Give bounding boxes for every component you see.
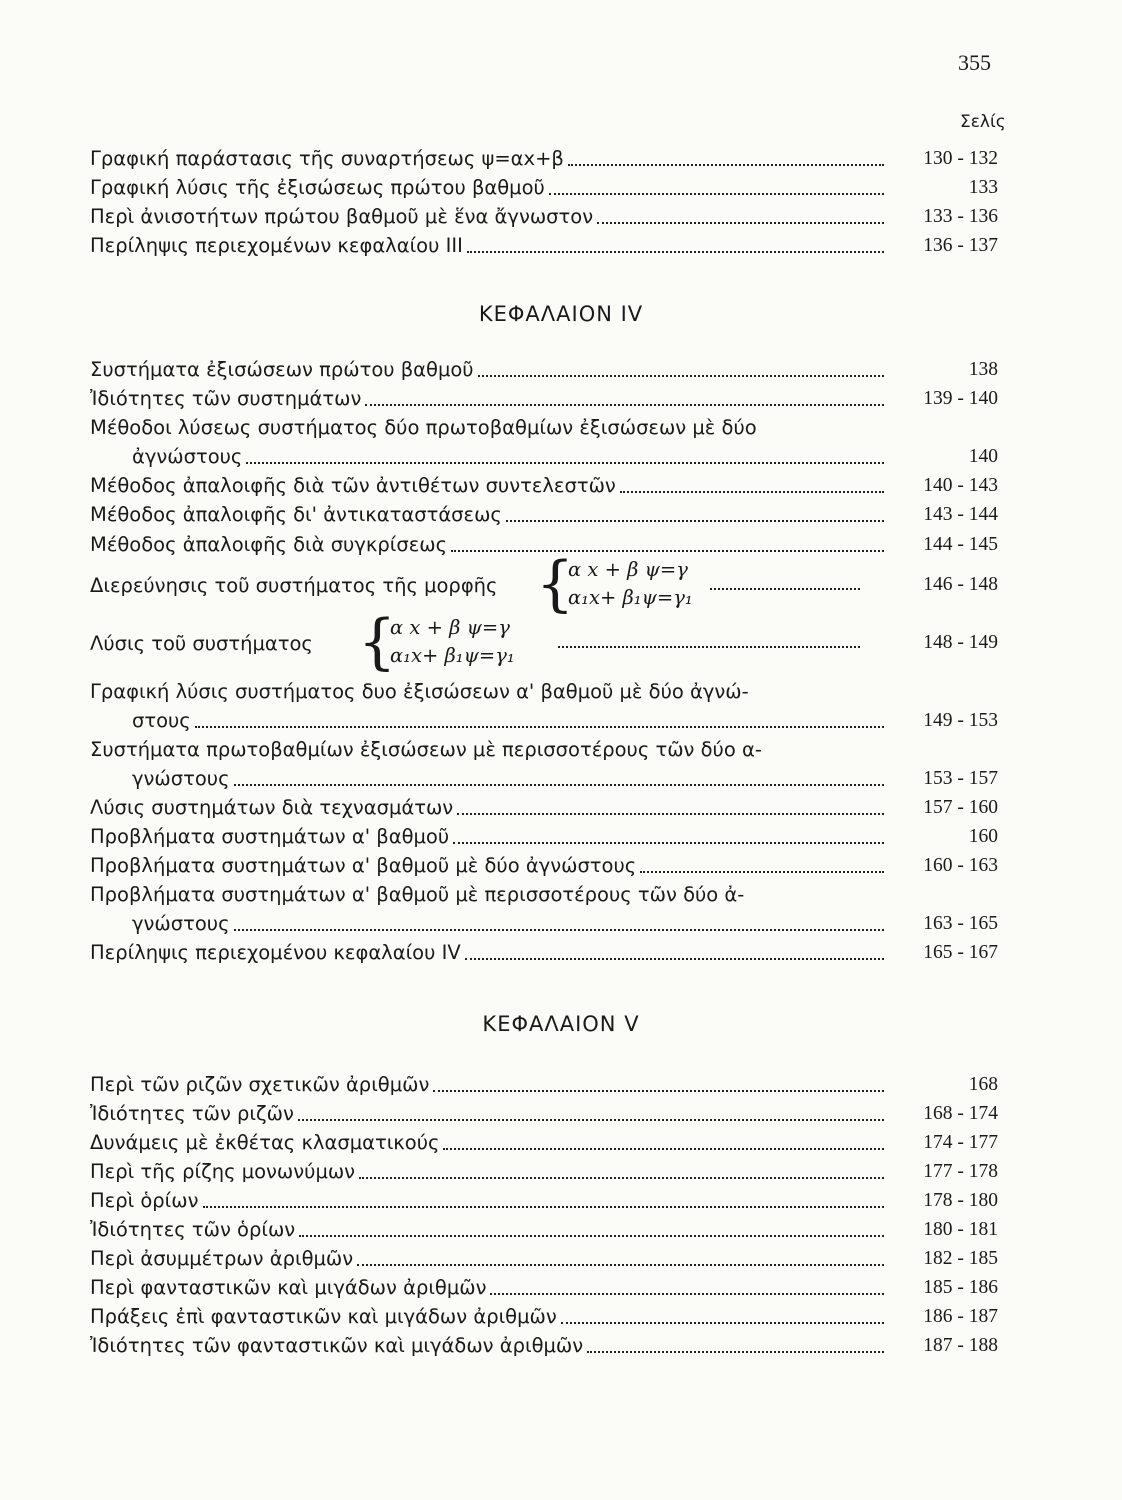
chapter-heading: ΚΕΦΑΛΑΙΟΝ V	[482, 1012, 640, 1036]
toc-entry-pages: 177 - 178	[923, 1161, 998, 1182]
dot-leader	[433, 1090, 884, 1092]
chapter-heading: ΚΕΦΑΛΑΙΟΝ IV	[478, 302, 644, 326]
dot-leader	[457, 813, 884, 815]
toc-entry-pages: 138	[968, 359, 998, 380]
toc-entry-title: Περὶ φανταστικῶν καὶ μιγάδων ἀριθμῶν	[90, 1276, 487, 1299]
toc-entry	[90, 1300, 998, 1329]
toc-entry	[132, 440, 998, 469]
toc-entry-title: Προβλήματα συστημάτων α' βαθμοῦ	[90, 825, 450, 848]
toc-entry	[90, 469, 998, 498]
dot-leader	[234, 784, 884, 786]
toc-entry-title: Μέθοδος ἀπαλοιφῆς διὰ τῶν ἀντιθέτων συντελεστῶν	[90, 474, 616, 497]
toc-entry-title: Ἰδιότητες τῶν συστημάτων	[90, 387, 362, 410]
toc-entry	[132, 704, 998, 733]
brace-symbol: {	[358, 607, 397, 677]
toc-entry-title: Λύσις συστημάτων διὰ τεχνασμάτων	[90, 796, 454, 819]
dot-leader	[568, 164, 884, 166]
page-number: 355	[958, 50, 991, 75]
toc-entry-system	[90, 607, 998, 677]
toc-entry-pages: 180 - 181	[923, 1219, 998, 1240]
toc-entry-title: γνώστους	[132, 912, 230, 935]
dot-leader	[640, 871, 884, 873]
toc-entry-pages: 153 - 157	[923, 768, 998, 789]
toc-entry-title: Διερεύνησις τοῦ συστήματος τῆς μορφῆς	[90, 574, 498, 597]
equation-line: α x + β ψ=γ	[568, 558, 688, 581]
pages-column-label: Σελίς	[960, 112, 1006, 132]
dot-leader	[467, 251, 884, 253]
toc-entry-pages: 144 - 145	[923, 534, 998, 555]
toc-entry	[90, 353, 998, 382]
dot-leader	[549, 193, 884, 195]
toc-entry	[90, 1068, 998, 1097]
toc-entry-pages: 146 - 148	[923, 574, 998, 595]
toc-entry-pages: 136 - 137	[923, 235, 998, 256]
dot-leader	[561, 1322, 884, 1324]
toc-entry	[90, 1271, 998, 1300]
dot-leader	[465, 958, 884, 960]
toc-entry-pages: 149 - 153	[923, 710, 998, 731]
dot-leader	[298, 1119, 884, 1121]
toc-entry	[90, 200, 998, 229]
toc-entry-title: ἀγνώστους	[132, 445, 243, 468]
toc-entry-title: Περὶ ὁρίων	[90, 1189, 199, 1212]
toc-entry	[90, 820, 998, 849]
toc-entry-title: Περὶ ἀσυμμέτρων ἀριθμῶν	[90, 1247, 354, 1270]
dot-leader	[478, 375, 884, 377]
dot-leader	[587, 1351, 884, 1353]
toc-entry-pages: 157 - 160	[923, 797, 998, 818]
brace-symbol: {	[536, 549, 575, 619]
equation-line: α x + β ψ=γ	[390, 616, 510, 639]
toc-entry	[90, 411, 998, 440]
toc-entry-title: Συστήματα πρωτοβαθμίων ἐξισώσεων μὲ περισσοτέρους τῶν δύο α-	[90, 738, 762, 761]
toc-entry-system	[90, 549, 998, 619]
toc-entry	[90, 936, 998, 965]
toc-entry-title: Περίληψις περιεχομένου κεφαλαίου IV	[90, 941, 461, 964]
toc-entry-title: Πράξεις ἐπὶ φανταστικῶν καὶ μιγάδων ἀριθμῶν	[90, 1305, 557, 1328]
dot-leader	[365, 404, 884, 406]
toc-entry	[90, 791, 998, 820]
toc-entry-pages: 178 - 180	[923, 1190, 998, 1211]
toc-entry-title: Περὶ ἀνισοτήτων πρώτου βαθμοῦ μὲ ἕνα ἄγνωστον	[90, 205, 594, 228]
toc-entry-pages: 165 - 167	[923, 942, 998, 963]
toc-entry	[90, 382, 998, 411]
toc-entry-title: Ἰδιότητες τῶν ὁρίων	[90, 1218, 296, 1241]
toc-entry-pages: 133	[968, 177, 998, 198]
toc-entry-title: Συστήματα ἐξισώσεων πρώτου βαθμοῦ	[90, 358, 474, 381]
dot-leader	[357, 1264, 884, 1266]
dot-leader	[451, 550, 884, 552]
toc-entry	[90, 1097, 998, 1126]
toc-entry	[132, 907, 998, 936]
toc-entry	[90, 498, 998, 527]
dot-leader	[453, 842, 884, 844]
toc-entry	[90, 1329, 998, 1358]
dot-leader	[620, 491, 884, 493]
toc-entry-title: Περὶ τῶν ριζῶν σχετικῶν ἀριθμῶν	[90, 1073, 430, 1096]
toc-entry-pages: 148 - 149	[923, 632, 998, 653]
equation-line: α₁x+ β₁ψ=γ₁	[568, 586, 693, 609]
toc-entry-title: Γραφική λύσις τῆς ἐξισώσεως πρώτου βαθμοῦ	[90, 176, 545, 199]
toc-entry-pages: 168	[968, 1074, 998, 1095]
toc-entry-pages: 140	[968, 446, 998, 467]
toc-entry-title: Μέθοδος ἀπαλοιφῆς δι' ἀντικαταστάσεως	[90, 503, 502, 526]
dot-leader	[359, 1177, 884, 1179]
toc-entry-pages: 130 - 132	[923, 148, 998, 169]
toc-entry-pages: 133 - 136	[923, 206, 998, 227]
toc-entry	[90, 849, 998, 878]
toc-entry	[90, 878, 998, 907]
toc-entry	[90, 1155, 998, 1184]
toc-entry-title: Περίληψις περιεχομένων κεφαλαίου III	[90, 234, 463, 257]
toc-entry-pages: 187 - 188	[923, 1335, 998, 1356]
dot-leader	[234, 929, 884, 931]
toc-entry-pages: 168 - 174	[923, 1103, 998, 1124]
toc-entry-title: στους	[132, 709, 191, 732]
toc-entry	[90, 142, 998, 171]
toc-entry-title: Δυνάμεις μὲ ἐκθέτας κλασματικούς	[90, 1131, 440, 1154]
toc-entry	[90, 733, 998, 762]
dot-leader	[443, 1148, 884, 1150]
toc-entry-title: Γραφική παράστασις τῆς συναρτήσεως ψ=αx+β	[90, 147, 564, 170]
toc-entry	[90, 1126, 998, 1155]
toc-entry-title: Λύσις τοῦ συστήματος	[90, 632, 313, 655]
toc-entry-pages: 186 - 187	[923, 1306, 998, 1327]
toc-entry-pages: 139 - 140	[923, 388, 998, 409]
toc-entry-pages: 163 - 165	[923, 913, 998, 934]
toc-entry-title: Προβλήματα συστημάτων α' βαθμοῦ μὲ περισσοτέρους τῶν δύο ἀ-	[90, 883, 745, 906]
dot-leader	[597, 222, 884, 224]
equation-line: α₁x+ β₁ψ=γ₁	[390, 644, 515, 667]
toc-entry	[132, 762, 998, 791]
dot-leader	[246, 462, 884, 464]
dot-leader	[203, 1206, 884, 1208]
toc-entry-pages: 185 - 186	[923, 1277, 998, 1298]
toc-entry	[90, 171, 998, 200]
toc-entry-pages: 160	[968, 826, 998, 847]
dot-leader	[558, 646, 860, 648]
toc-entry-title: Μέθοδος ἀπαλοιφῆς διὰ συγκρίσεως	[90, 533, 448, 556]
toc-entry	[90, 675, 998, 704]
toc-entry	[90, 229, 998, 258]
toc-entry-pages: 174 - 177	[923, 1132, 998, 1153]
toc-entry	[90, 1242, 998, 1271]
dot-leader	[490, 1293, 884, 1295]
toc-entry-title: Ἰδιότητες τῶν ριζῶν	[90, 1102, 294, 1125]
toc-entry-title: Προβλήματα συστημάτων α' βαθμοῦ μὲ δύο ἀγνώστους	[90, 854, 637, 877]
toc-entry-pages: 140 - 143	[923, 475, 998, 496]
dot-leader	[506, 520, 884, 522]
dot-leader	[299, 1235, 884, 1237]
toc-entry	[90, 1184, 998, 1213]
toc-entry-pages: 143 - 144	[923, 504, 998, 525]
dot-leader	[710, 588, 860, 590]
toc-entry-title: Ἰδιότητες τῶν φανταστικῶν καὶ μιγάδων ἀριθμῶν	[90, 1334, 584, 1357]
toc-entry	[90, 1213, 998, 1242]
toc-entry-pages: 182 - 185	[923, 1248, 998, 1269]
toc-entry-title: γνώστους	[132, 767, 230, 790]
toc-entry-title: Περὶ τῆς ρίζης μονωνύμων	[90, 1160, 356, 1183]
toc-entry-pages: 160 - 163	[923, 855, 998, 876]
toc-entry-title: Γραφική λύσις συστήματος δυο ἐξισώσεων α' βαθμοῦ μὲ δύο ἀγνώ-	[90, 680, 749, 703]
toc-entry-title: Μέθοδοι λύσεως συστήματος δύο πρωτοβαθμίων ἐξισώσεων μὲ δύο	[90, 416, 757, 439]
dot-leader	[195, 726, 884, 728]
